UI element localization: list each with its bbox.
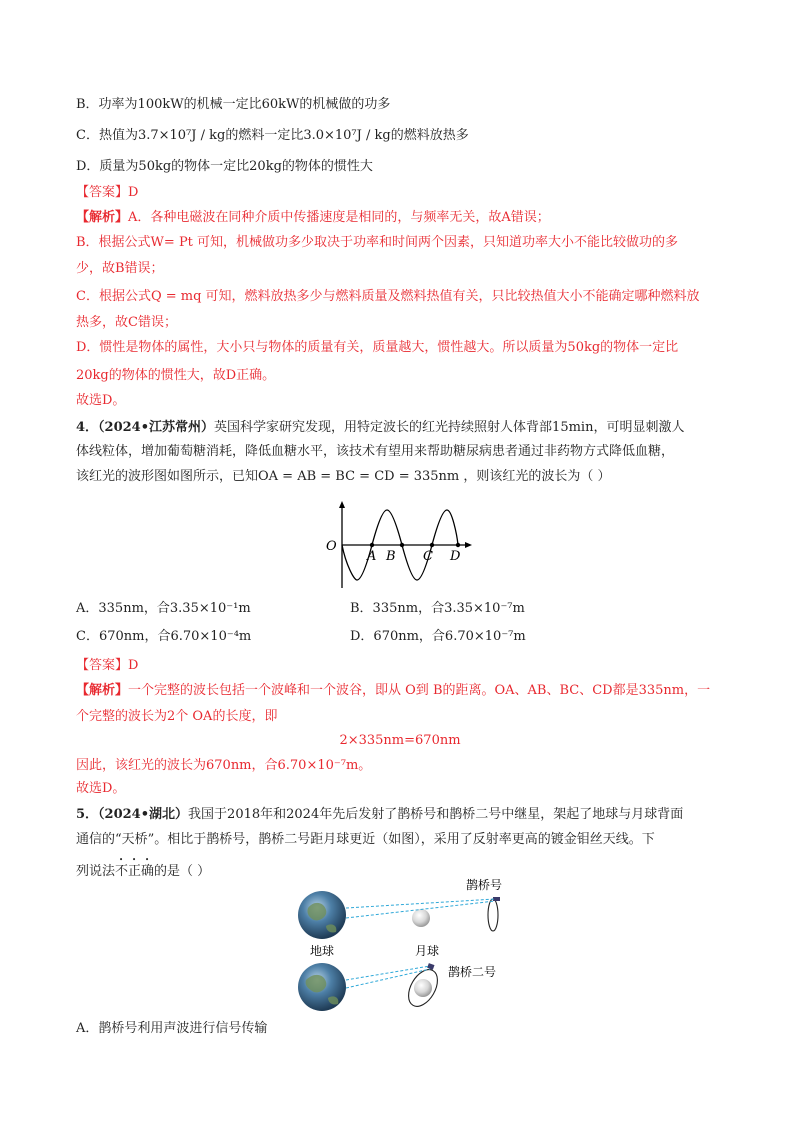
point-b-dot bbox=[400, 543, 404, 547]
q4-option-d: D．670nm，合6.70×10⁻⁷m bbox=[350, 629, 526, 644]
q5-stem3-post: 的是（ ） bbox=[154, 864, 211, 879]
q4-number: 4． bbox=[76, 420, 99, 435]
q5-source: （2024•湖北） bbox=[98, 807, 189, 822]
relay-satellite-diagram bbox=[290, 870, 540, 1020]
q4-conclusion: 故选D。 bbox=[76, 781, 126, 796]
q3-answer: 【答案】D bbox=[76, 185, 139, 200]
point-d-dot bbox=[456, 543, 460, 547]
q4-stem-line1 bbox=[76, 419, 684, 437]
q4-stem-line3: 该红光的波形图如图所示，已知OA = AB = BC = CD = 335nm ，则该红光的波长为（ ） bbox=[76, 469, 611, 484]
q4-option-a: A．335nm，合3.35×10⁻¹m bbox=[76, 601, 251, 616]
q3-conclusion: 故选D。 bbox=[76, 393, 126, 408]
q3-analysis-c2: 热多，故C错误； bbox=[76, 315, 177, 330]
label-moon: 月球 bbox=[415, 944, 440, 958]
signal-line-bottom-1 bbox=[346, 966, 430, 980]
q4-analysis-line3: 因此，该红光的波长为670nm，合6.70×10⁻⁷m。 bbox=[76, 758, 372, 773]
label-queqiao: 鹊桥号 bbox=[466, 878, 503, 892]
label-queqiao2: 鹊桥二号 bbox=[448, 965, 497, 979]
q5-option-a: A．鹊桥号利用声波进行信号传输 bbox=[76, 1021, 268, 1036]
wave-x-arrow bbox=[465, 542, 472, 548]
q3-option-c: C．热值为3.7×10⁷J / kg的燃料一定比3.0×10⁷J / kg的燃料放热多 bbox=[76, 128, 469, 143]
label-earth: 地球 bbox=[310, 944, 335, 958]
q5-stem-line3 bbox=[76, 856, 210, 881]
q3-analysis-c1: C．根据公式Q = mq 可知，燃料放热多少与燃料质量及燃料热值有关，只比较热值大小不能确定哪种燃料放 bbox=[76, 289, 700, 304]
q3-analysis-d1: D．惯性是物体的属性，大小只与物体的质量有关，质量越大，惯性越大。所以质量为50kg的物体一定比 bbox=[76, 340, 679, 355]
point-a-dot bbox=[370, 543, 374, 547]
q4-stem1: 英国科学家研究发现，用特定波长的红光持续照射人体背部15min，可明显刺激人 bbox=[214, 420, 685, 435]
q4-analysis-line1 bbox=[76, 682, 710, 700]
q4-option-c: C．670nm，合6.70×10⁻⁴m bbox=[76, 629, 252, 644]
q4-source: （2024•江苏常州） bbox=[98, 420, 215, 435]
queqiao-orbit bbox=[488, 899, 498, 931]
q4-analysis-text1: 一个完整的波长包括一个波峰和一个波谷，即从 O到 B的距离。OA、AB、BC、CD都是335nm，一 bbox=[128, 683, 711, 698]
queqiao-satellite bbox=[493, 897, 500, 901]
q5-stem-line2: 通信的“天桥”。相比于鹊桥号，鹊桥二号距月球更近（如图），采用了反射率更高的镀金钼丝天线。下 bbox=[76, 832, 655, 847]
wave-diagram bbox=[320, 500, 480, 600]
q5-stem3-pre: 列说法 bbox=[76, 864, 116, 879]
q5-stem1: 我国于2018年和2024年先后发射了鹊桥号和鹊桥二号中继星，架起了地球与月球背面 bbox=[188, 807, 684, 822]
moon-bottom bbox=[414, 979, 432, 997]
moon-top bbox=[412, 909, 430, 927]
q3-analysis-a bbox=[76, 209, 550, 227]
q5-number: 5． bbox=[76, 807, 99, 822]
q3-analysis-b1: B．根据公式W= Pt 可知，机械做功多少取决于功率和时间两个因素，只知道功率大小不能比较做功的多 bbox=[76, 235, 679, 250]
wave-label-d: D bbox=[450, 549, 461, 564]
q3-analysis-b2: 少，故B错误； bbox=[76, 261, 164, 276]
q4-option-b: B．335nm，合3.35×10⁻⁷m bbox=[350, 601, 525, 616]
wave-y-arrow bbox=[339, 501, 345, 508]
q3-analysis-tag: 【解析】 bbox=[76, 210, 129, 225]
q3-option-b: B．功率为100kW的机械一定比60kW的机械做的功多 bbox=[76, 97, 391, 112]
wave-label-a: A bbox=[367, 549, 377, 564]
wave-label-b: B bbox=[386, 549, 396, 564]
q5-stem-line1 bbox=[76, 806, 683, 824]
q4-stem-line2: 体线粒体，增加葡萄糖消耗，降低血糖水平，该技术有望用来帮助糖尿病患者通过非药物方式降低血糖， bbox=[76, 444, 675, 459]
q4-answer: 【答案】D bbox=[76, 658, 139, 673]
q5-stem3-emph: 不正确 bbox=[115, 864, 155, 879]
point-c-dot bbox=[430, 543, 434, 547]
wave-label-o: O bbox=[326, 539, 337, 554]
queqiao2-satellite bbox=[427, 963, 434, 970]
q3-analysis-d2: 20kg的物体的惯性大，故D正确。 bbox=[76, 368, 276, 383]
q4-analysis-line2: 个完整的波长为2个 OA的长度，即 bbox=[76, 709, 278, 724]
q4-analysis-tag: 【解析】 bbox=[76, 683, 129, 698]
q3-analysis-a-text: A．各种电磁波在同种介质中传播速度是相同的，与频率无关，故A错误； bbox=[128, 210, 550, 225]
q3-option-d: D．质量为50kg的物体一定比20kg的物体的惯性大 bbox=[76, 159, 373, 174]
wave-label-c: C bbox=[423, 549, 433, 564]
q4-formula: 2×335nm=670nm bbox=[339, 733, 461, 748]
